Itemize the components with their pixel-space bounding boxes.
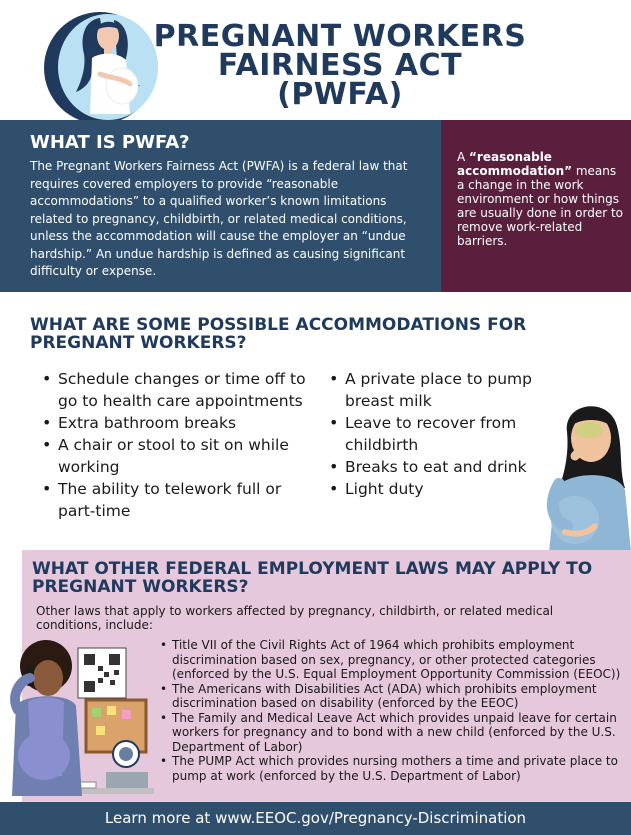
list-item: • Title VII of the Civil Rights Act of 1964 which prohibits employment discrimination based on sex, pregnancy, or other protected categories (enforced by the U.S. Equal Employment Opportunity Commission (EEOC)) xyxy=(160,638,625,682)
list-item: • Breaks to eat and drink xyxy=(329,456,539,478)
list-item: • The ability to telework full or part-time xyxy=(42,478,322,522)
definition-callout xyxy=(441,120,631,292)
footer-bar xyxy=(0,802,631,835)
definition-term: “reasonable accommodation” xyxy=(457,150,573,178)
list-item: • Extra bathroom breaks xyxy=(42,412,322,434)
list-item: • Light duty xyxy=(329,478,539,500)
definition-rest: means a change in the work environment or how things are usually done in order to remove work-related barriers. xyxy=(457,164,623,248)
other-laws-intro: Other laws that apply to workers affected by pregnancy, childbirth, or related medical conditions, include: xyxy=(36,604,554,632)
list-item: • Schedule changes or time off to go to health care appointments xyxy=(42,368,322,412)
qr-code-icon xyxy=(84,654,120,692)
list-item: • A private place to pump breast milk xyxy=(329,368,539,412)
list-item: • The PUMP Act which provides nursing mothers a time and private place to pump at work (enforced by the U.S. Department of Labor) xyxy=(160,754,625,783)
other-laws-heading: WHAT OTHER FEDERAL EMPLOYMENT LAWS MAY APPLY TO PREGNANT WORKERS? xyxy=(32,559,593,597)
header xyxy=(0,0,631,120)
accommodations-list-left xyxy=(42,368,322,522)
other-laws-list xyxy=(160,638,625,783)
pregnant-woman-illustration xyxy=(70,14,150,120)
eeoc-seal-icon xyxy=(113,741,139,767)
accommodations-list-right xyxy=(329,368,539,500)
title-line-2: FAIRNESS ACT xyxy=(217,48,463,83)
list-item: • A chair or stool to sit on while working xyxy=(42,434,322,478)
what-is-pwfa-section xyxy=(0,120,441,292)
list-item: • The Family and Medical Leave Act which provides unpaid leave for certain workers for pregnancy and to bond with a new child (enforced by the U.S. Department of Labor) xyxy=(160,711,625,755)
list-item: • Leave to recover from childbirth xyxy=(329,412,539,456)
list-item: • The Americans with Disabilities Act (ADA) which prohibits employment discrimination based on disability (enforced by the EEOC) xyxy=(160,682,625,711)
nauseous-pregnant-woman-illustration xyxy=(545,392,631,552)
what-is-heading: WHAT IS PWFA? xyxy=(30,132,190,153)
definition-prefix: A xyxy=(457,150,470,164)
office-worker-on-phone-illustration xyxy=(4,636,154,802)
what-is-body: The Pregnant Workers Fairness Act (PWFA) is a federal law that requires covered employers to provide “reasonable accommodations” to a qualified worker’s known limitations related to pregnancy, childbirth, or related medical conditions, unless the accommodation will cause the employer an “undue hardship.” An undue hardship is defined as causing significant difficulty or expense. xyxy=(30,159,408,278)
title-line-1: PREGNANT WORKERS xyxy=(153,19,527,54)
accommodations-heading: WHAT ARE SOME POSSIBLE ACCOMMODATIONS FOR PREGNANT WORKERS? xyxy=(30,315,527,353)
title-line-3: (PWFA) xyxy=(277,77,403,112)
definition-text xyxy=(457,150,625,248)
page-title xyxy=(150,19,530,112)
footer-link[interactable]: Learn more at www.EEOC.gov/Pregnancy-Discrimination xyxy=(104,809,527,827)
